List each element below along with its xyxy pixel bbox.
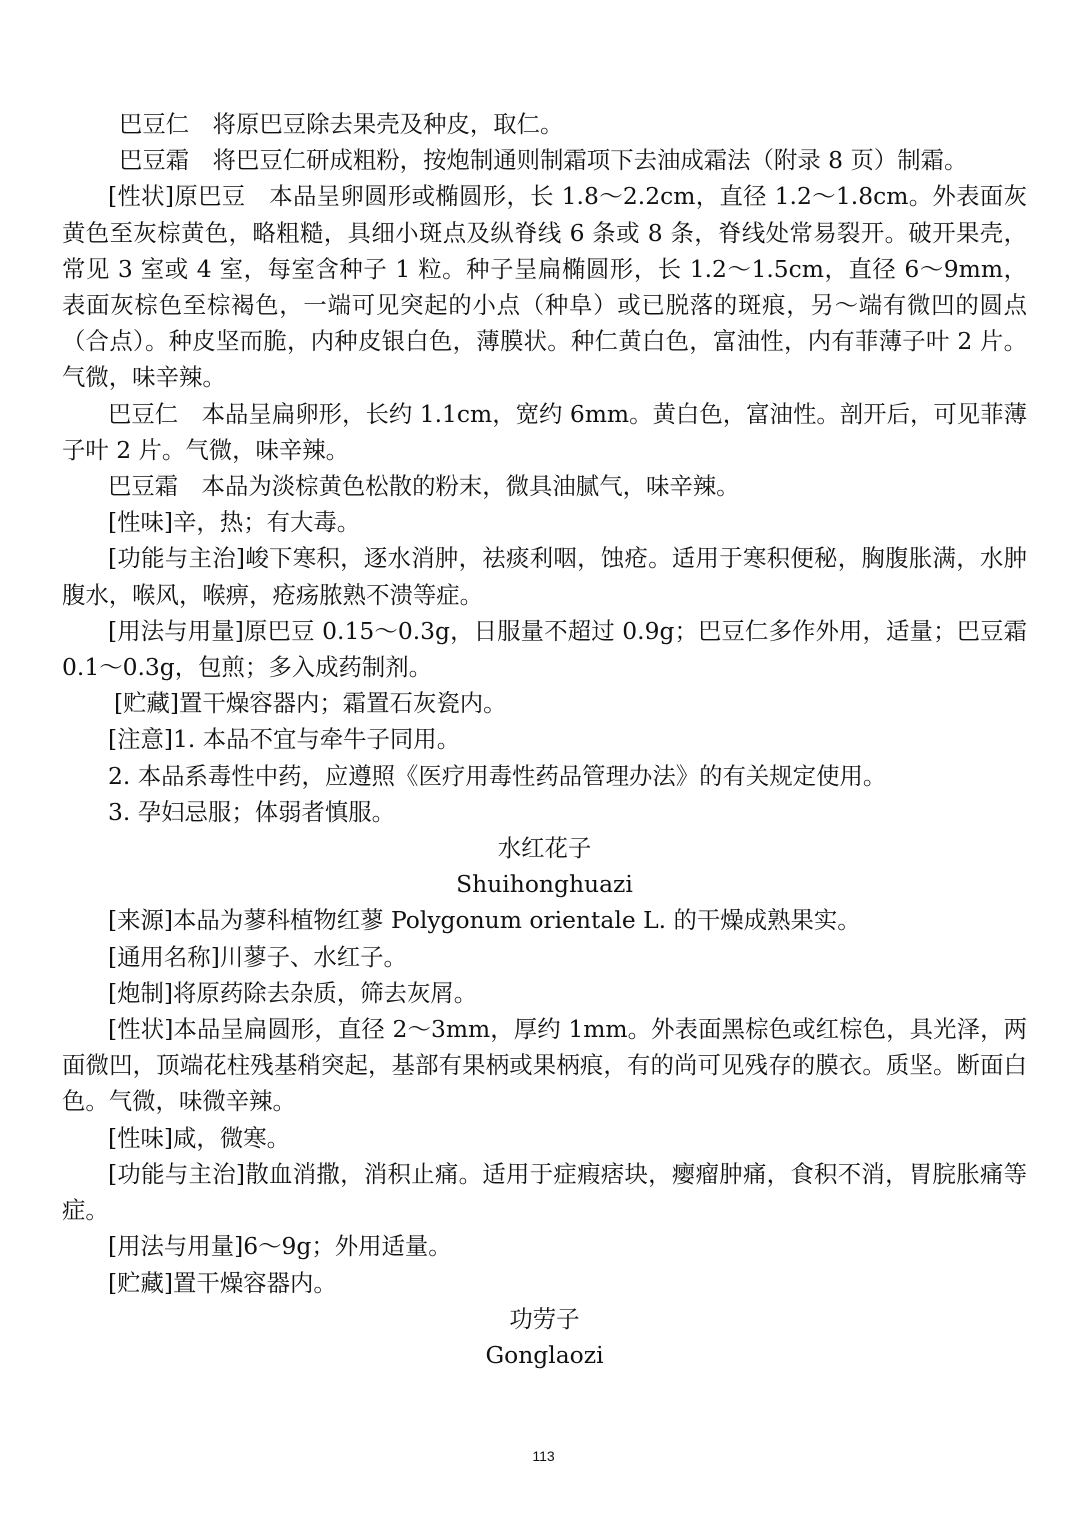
paragraph-properties-shuihonghuazi: [性状]本品呈扁圆形，直径 2～3mm，厚约 1mm。外表面黑棕色或红棕色，具光泽，两面微凹，顶端花柱残基稍突起，基部有果柄或果柄痕，有的尚可见残存的膜衣。质坚。断面白色。气微，味微辛辣。 <box>62 1015 1027 1116</box>
page-body <box>62 106 1027 1373</box>
paragraph-functions-shuihonghuazi: [功能与主治]散血消撒，消积止痛。适用于症瘕痞块，瘿瘤肿痛，食积不消，胃脘胀痛等症。 <box>62 1159 1027 1225</box>
paragraph-properties-raw-badou: [性状]原巴豆 本品呈卵圆形或椭圆形，长 1.8～2.2cm，直径 1.2～1.8cm。外表面灰黄色至灰棕黄色，略粗糙，具细小斑点及纵脊线 6 条或 8 条，脊线处常易裂开。破开果壳，常见 3 室或 4 室，每室含种子 1 粒。种子呈扁椭圆形，长 1.2～1.5cm，直径 6～9mm，表面灰棕色至棕褐色，一端可见突起的小点（种阜）或已脱落的斑痕，另～端有微凹的圆点（合点）。种皮坚而脆，内种皮银白色，薄膜状。种仁黄白色，富油性，内有菲薄子叶 2 片。气微，味辛辣。 <box>62 182 1027 392</box>
paragraph-storage-shuihonghuazi: [贮藏]置干燥容器内。 <box>108 1268 337 1297</box>
paragraph-usage-shuihonghuazi: [用法与用量]6～9g；外用适量。 <box>108 1232 452 1261</box>
paragraph-functions-indications: [功能与主治]峻下寒积，逐水消肿，祛痰利咽，蚀疮。适用于寒积便秘，胸腹胀满，水肿腹水，喉风，喉痹，疮疡脓熟不溃等症。 <box>62 544 1027 609</box>
section-subtitle-gonglaozi: Gonglaozi <box>485 1340 604 1369</box>
paragraph-cautions: [注意]1. 本品不宜与牵牛子同用。 <box>108 725 461 754</box>
section-title-shuihonghuazi: 水红花子 <box>497 834 592 863</box>
paragraph-properties-badou-shuang: 巴豆霜 本品为淡棕黄色松散的粉末，微具油腻气，味辛辣。 <box>108 472 740 501</box>
page-number: 113 <box>532 1448 555 1464</box>
section-subtitle-shuihonghuazi: Shuihonghuazi <box>456 870 633 899</box>
paragraph-caution-item-2: 2. 本品系毒性中药，应遵照《医疗用毒性药品管理办法》的有关规定使用。 <box>108 761 887 790</box>
paragraph-usage-dosage: [用法与用量]原巴豆 0.15～0.3g，日服量不超过 0.9g；巴豆仁多作外用，适量；巴豆霜 0.1～0.3g，包煎；多入成药制剂。 <box>62 616 1027 682</box>
paragraph-storage: [贮藏]置干燥容器内；霜置石灰瓷内。 <box>114 689 507 718</box>
paragraph-taste-nature-shuihonghuazi: [性味]咸，微寒。 <box>108 1123 290 1152</box>
section-title-gonglaozi: 功劳子 <box>509 1304 580 1333</box>
paragraph-properties-badou-ren: 巴豆仁 本品呈扁卵形，长约 1.1cm，宽约 6mm。黄白色，富油性。剖开后，可见菲薄子叶 2 片。气微，味辛辣。 <box>62 399 1027 464</box>
paragraph-badou-shuang-processing: 巴豆霜 将巴豆仁研成粗粉，按炮制通则制霜项下去油成霜法（附录 8 页）制霜。 <box>119 146 968 175</box>
paragraph-caution-item-3: 3. 孕妇忌服；体弱者慎服。 <box>108 797 396 826</box>
paragraph-badou-ren-processing: 巴豆仁 将原巴豆除去果壳及种皮，取仁。 <box>119 110 564 138</box>
paragraph-processing: [炮制]将原药除去杂质，筛去灰屑。 <box>108 978 478 1007</box>
paragraph-common-names: [通用名称]川蓼子、水红子。 <box>108 942 407 971</box>
paragraph-taste-nature: [性味]辛，热；有大毒。 <box>108 508 361 537</box>
paragraph-source: [来源]本品为蓼科植物红蓼 Polygonum orientale L. 的干燥成熟果实。 <box>108 906 861 935</box>
